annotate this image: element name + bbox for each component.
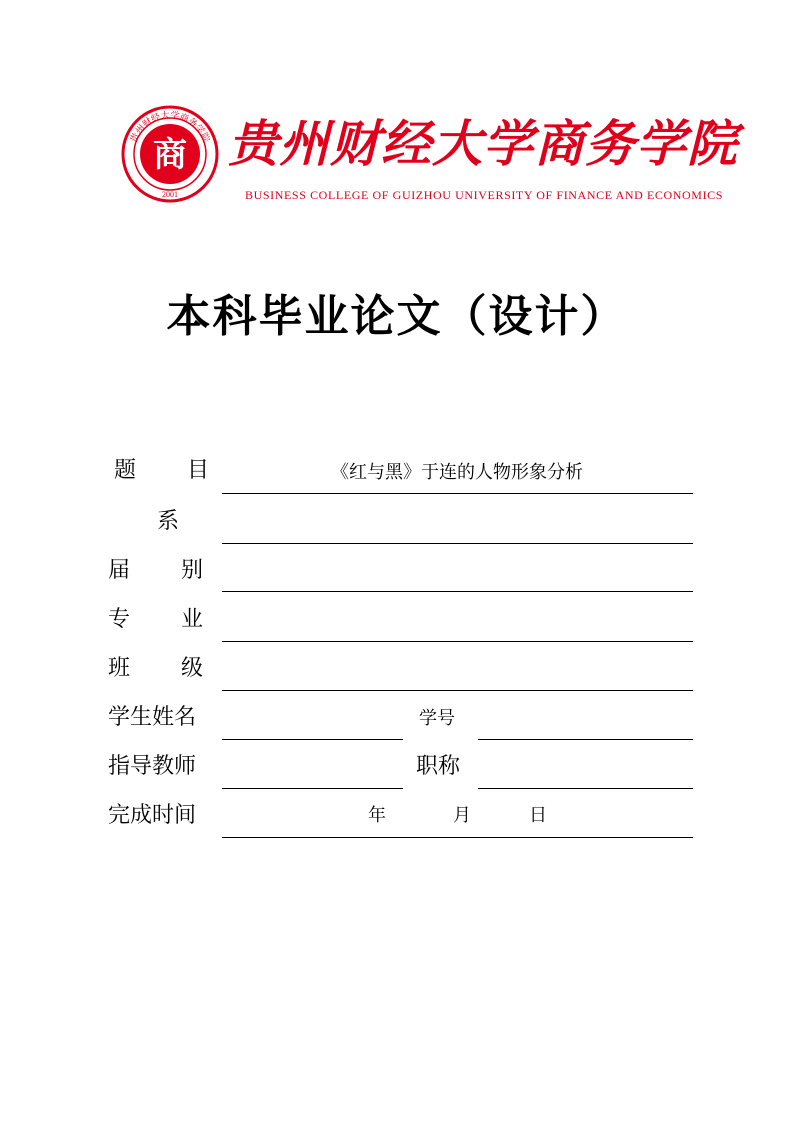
student-name-underline [222, 739, 403, 740]
class-label-2: 级 [181, 656, 204, 681]
seal-year: 2001 [162, 190, 178, 199]
student-id-label: 学号 [419, 708, 455, 729]
year-underline [222, 591, 693, 592]
advisor-title-label: 职称 [416, 754, 461, 779]
dept-label: 系 [157, 509, 180, 534]
year-label-1: 届 [108, 558, 131, 583]
advisor-label: 指导教师 [108, 754, 197, 779]
seal-ring-text: 贵州财经大学商务学院 [129, 110, 211, 144]
page-title: 本科毕业论文（设计） [166, 291, 627, 342]
college-name-chinese: 贵州财经大学商务学院 [228, 114, 738, 173]
topic-label-2: 目 [187, 458, 210, 483]
topic-label-1: 题 [114, 458, 137, 483]
completion-underline [222, 837, 693, 838]
year-unit: 年 [368, 805, 386, 826]
seal-inner-char: 商 [153, 135, 187, 175]
month-unit: 月 [453, 805, 471, 826]
major-underline [222, 641, 693, 642]
year-label-2: 别 [181, 558, 204, 583]
major-label-1: 专 [108, 607, 131, 632]
day-unit: 日 [529, 805, 547, 826]
topic-underline [222, 493, 693, 494]
dept-underline [222, 543, 693, 544]
class-label-1: 班 [108, 656, 131, 681]
student-name-label: 学生姓名 [108, 705, 197, 730]
topic-value: 《红与黑》于连的人物形象分析 [331, 462, 583, 483]
advisor-title-underline [478, 788, 693, 789]
advisor-underline [222, 788, 403, 789]
student-id-underline [478, 739, 693, 740]
major-label-2: 业 [181, 607, 204, 632]
college-seal-logo [120, 104, 220, 204]
class-underline [222, 690, 693, 691]
completion-label: 完成时间 [108, 803, 197, 828]
college-name-english: BUSINESS COLLEGE OF GUIZHOU UNIVERSITY OF FINANCE AND ECONOMICS [245, 188, 724, 202]
